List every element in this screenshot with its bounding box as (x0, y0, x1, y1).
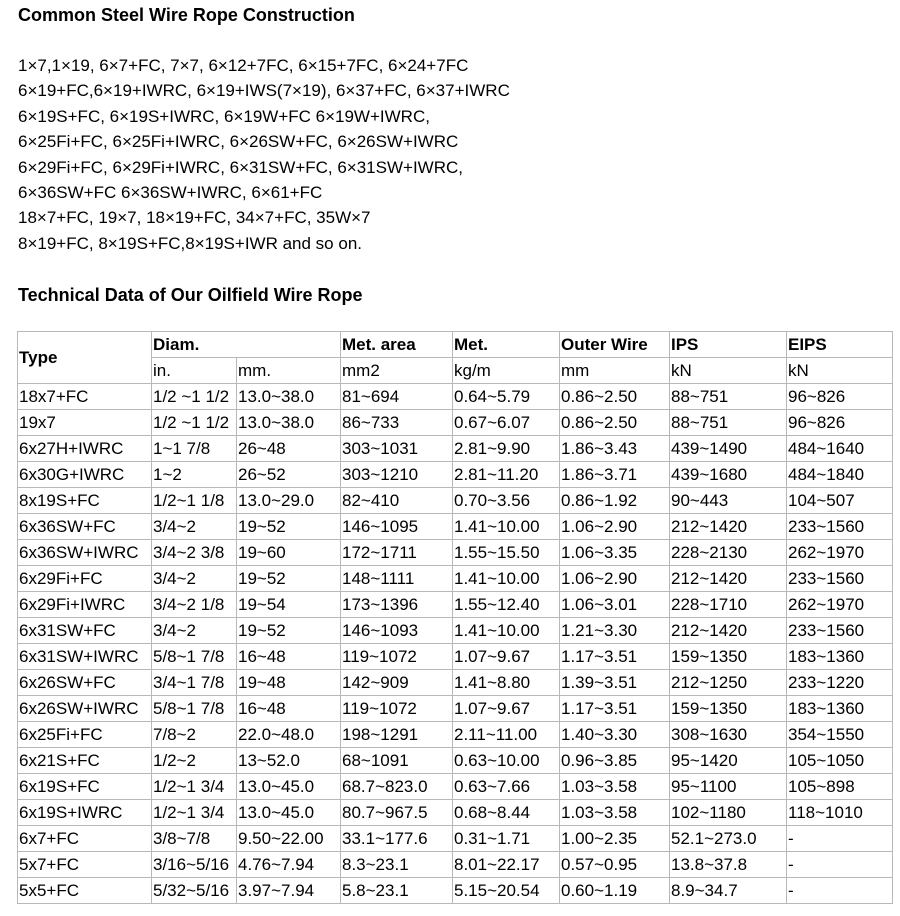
rope-type-cell: 6x36SW+FC (18, 514, 152, 540)
table-cell: 233~1560 (787, 566, 893, 592)
table-cell: 3.97~7.94 (237, 878, 341, 904)
table-cell: 3/8~7/8 (152, 826, 237, 852)
table-cell: 0.31~1.71 (453, 826, 560, 852)
table-cell: 0.63~7.66 (453, 774, 560, 800)
table-row (18, 592, 893, 618)
table-cell: 1/2~2 (152, 748, 237, 774)
table-cell: 3/4~2 1/8 (152, 592, 237, 618)
table-cell: 68.7~823.0 (341, 774, 453, 800)
table-row (18, 514, 893, 540)
table-cell: 183~1360 (787, 696, 893, 722)
table-cell: 1.07~9.67 (453, 696, 560, 722)
table-cell: 13.0~38.0 (237, 384, 341, 410)
table-cell: 1~1 7/8 (152, 436, 237, 462)
table-cell: 81~694 (341, 384, 453, 410)
table-cell: 68~1091 (341, 748, 453, 774)
rope-type-cell: 6x19S+FC (18, 774, 152, 800)
table-cell: 13.0~45.0 (237, 800, 341, 826)
construction-line: 6×19S+FC, 6×19S+IWRC, 6×19W+FC 6×19W+IWRC, (18, 106, 430, 126)
table-cell: 19~52 (237, 618, 341, 644)
table-cell: 354~1550 (787, 722, 893, 748)
table-cell: 105~1050 (787, 748, 893, 774)
table-row (18, 540, 893, 566)
rope-type-cell: 8x19S+FC (18, 488, 152, 514)
table-cell: 118~1010 (787, 800, 893, 826)
table-cell: 13~52.0 (237, 748, 341, 774)
header-met: Met. (453, 332, 560, 358)
table-cell: 159~1350 (670, 696, 787, 722)
table-cell: 1/2 ~1 1/2 (152, 384, 237, 410)
table-cell: 1.40~3.30 (560, 722, 670, 748)
table-row (18, 670, 893, 696)
table-cell: - (787, 826, 893, 852)
table-cell: 262~1970 (787, 592, 893, 618)
table-cell: 198~1291 (341, 722, 453, 748)
table-cell: 159~1350 (670, 644, 787, 670)
table-cell: 1.03~3.58 (560, 800, 670, 826)
table-cell: 308~1630 (670, 722, 787, 748)
table-row (18, 878, 893, 904)
table-cell: 13.0~38.0 (237, 410, 341, 436)
table-row (18, 566, 893, 592)
table-cell: 8.01~22.17 (453, 852, 560, 878)
construction-line: 6×29Fi+FC, 6×29Fi+IWRC, 6×31SW+FC, 6×31SW+IWRC, (18, 157, 463, 177)
header-type: Type (18, 332, 152, 384)
table-cell: 3/4~2 (152, 618, 237, 644)
table-cell: 1.17~3.51 (560, 644, 670, 670)
table-cell: 148~1111 (341, 566, 453, 592)
table-row (18, 410, 893, 436)
table-cell: 26~52 (237, 462, 341, 488)
table-cell: 1.00~2.35 (560, 826, 670, 852)
table-cell: 1.39~3.51 (560, 670, 670, 696)
table-row (18, 748, 893, 774)
table-cell: 3/4~2 (152, 566, 237, 592)
table-cell: 1/2 ~1 1/2 (152, 410, 237, 436)
table-cell: 88~751 (670, 410, 787, 436)
rope-type-cell: 6x25Fi+FC (18, 722, 152, 748)
table-cell: 82~410 (341, 488, 453, 514)
table-cell: 5.8~23.1 (341, 878, 453, 904)
table-cell: 146~1093 (341, 618, 453, 644)
construction-heading: Common Steel Wire Rope Construction (18, 5, 355, 25)
table-cell: 172~1711 (341, 540, 453, 566)
table-cell: 105~898 (787, 774, 893, 800)
table-row (18, 384, 893, 410)
technical-data-heading: Technical Data of Our Oilfield Wire Rope (18, 285, 363, 305)
table-cell: 96~826 (787, 410, 893, 436)
table-cell: 484~1640 (787, 436, 893, 462)
table-cell: 233~1560 (787, 514, 893, 540)
table-cell: 95~1420 (670, 748, 787, 774)
table-cell: 1.06~2.90 (560, 566, 670, 592)
table-cell: 1.41~10.00 (453, 618, 560, 644)
table-cell: 13.0~45.0 (237, 774, 341, 800)
table-cell: 19~52 (237, 514, 341, 540)
table-cell: 88~751 (670, 384, 787, 410)
table-cell: 146~1095 (341, 514, 453, 540)
table-header-row (18, 332, 893, 358)
table-cell: 212~1250 (670, 670, 787, 696)
table-cell: 1.03~3.58 (560, 774, 670, 800)
table-cell: 1.21~3.30 (560, 618, 670, 644)
unit-cell: mm. (237, 358, 341, 384)
table-cell: - (787, 852, 893, 878)
table-cell: 19~60 (237, 540, 341, 566)
rope-type-cell: 6x31SW+FC (18, 618, 152, 644)
table-cell: 13.0~29.0 (237, 488, 341, 514)
table-cell: 142~909 (341, 670, 453, 696)
table-cell: 303~1210 (341, 462, 453, 488)
table-cell: 173~1396 (341, 592, 453, 618)
table-cell: 96~826 (787, 384, 893, 410)
table-cell: 2.11~11.00 (453, 722, 560, 748)
table-cell: 233~1560 (787, 618, 893, 644)
header-met-area: Met. area (341, 332, 453, 358)
table-cell: 1.86~3.71 (560, 462, 670, 488)
table-cell: 3/4~1 7/8 (152, 670, 237, 696)
table-row (18, 800, 893, 826)
table-row (18, 774, 893, 800)
table-cell: 1/2~1 3/4 (152, 800, 237, 826)
table-cell: 1.06~2.90 (560, 514, 670, 540)
table-cell: 5/8~1 7/8 (152, 644, 237, 670)
construction-line: 8×19+FC, 8×19S+FC,8×19S+IWR and so on. (18, 233, 362, 253)
table-cell: 212~1420 (670, 566, 787, 592)
construction-line: 1×7,1×19, 6×7+FC, 7×7, 6×12+7FC, 6×15+7FC, 6×24+7FC (18, 56, 469, 75)
table-cell: 0.67~6.07 (453, 410, 560, 436)
table-cell: 212~1420 (670, 514, 787, 540)
table-cell: 1.41~10.00 (453, 514, 560, 540)
table-row (18, 696, 893, 722)
table-cell: 1.06~3.01 (560, 592, 670, 618)
rope-type-cell: 5x5+FC (18, 878, 152, 904)
rope-type-cell: 18x7+FC (18, 384, 152, 410)
table-cell: 102~1180 (670, 800, 787, 826)
rope-type-cell: 6x19S+IWRC (18, 800, 152, 826)
table-row (18, 644, 893, 670)
rope-type-cell: 6x27H+IWRC (18, 436, 152, 462)
table-cell: 5/32~5/16 (152, 878, 237, 904)
table-cell: 1.86~3.43 (560, 436, 670, 462)
table-cell: 0.86~2.50 (560, 384, 670, 410)
table-cell: 1.41~10.00 (453, 566, 560, 592)
table-cell: 3/4~2 (152, 514, 237, 540)
rope-type-cell: 6x30G+IWRC (18, 462, 152, 488)
table-cell: 119~1072 (341, 644, 453, 670)
table-cell: 1.55~12.40 (453, 592, 560, 618)
unit-cell: in. (152, 358, 237, 384)
table-cell: 5.15~20.54 (453, 878, 560, 904)
unit-cell: kg/m (453, 358, 560, 384)
unit-cell: mm2 (341, 358, 453, 384)
header-diam: Diam. (152, 332, 341, 358)
table-cell: 26~48 (237, 436, 341, 462)
table-cell: 33.1~177.6 (341, 826, 453, 852)
table-cell: 233~1220 (787, 670, 893, 696)
header-outer-wire: Outer Wire (560, 332, 670, 358)
table-cell: 22.0~48.0 (237, 722, 341, 748)
table-cell: 0.70~3.56 (453, 488, 560, 514)
rope-type-cell: 6x26SW+IWRC (18, 696, 152, 722)
table-cell: 16~48 (237, 644, 341, 670)
table-cell: 1/2~1 3/4 (152, 774, 237, 800)
table-cell: 90~443 (670, 488, 787, 514)
table-cell: 80.7~967.5 (341, 800, 453, 826)
rope-type-cell: 6x29Fi+IWRC (18, 592, 152, 618)
table-cell: 86~733 (341, 410, 453, 436)
unit-cell: kN (787, 358, 893, 384)
table-cell: 3/4~2 3/8 (152, 540, 237, 566)
table-cell: - (787, 878, 893, 904)
construction-list (18, 53, 510, 256)
construction-line: 18×7+FC, 19×7, 18×19+FC, 34×7+FC, 35W×7 (18, 208, 371, 228)
rope-type-cell: 6x36SW+IWRC (18, 540, 152, 566)
unit-cell: mm (560, 358, 670, 384)
rope-type-cell: 6x31SW+IWRC (18, 644, 152, 670)
table-row (18, 618, 893, 644)
table-cell: 3/16~5/16 (152, 852, 237, 878)
table-cell: 52.1~273.0 (670, 826, 787, 852)
table-cell: 1.17~3.51 (560, 696, 670, 722)
table-cell: 228~1710 (670, 592, 787, 618)
construction-line: 6×25Fi+FC, 6×25Fi+IWRC, 6×26SW+FC, 6×26SW+IWRC (18, 132, 459, 152)
rope-type-cell: 6x21S+FC (18, 748, 152, 774)
table-cell: 8.9~34.7 (670, 878, 787, 904)
header-ips: IPS (670, 332, 787, 358)
rope-type-cell: 6x7+FC (18, 826, 152, 852)
table-cell: 0.68~8.44 (453, 800, 560, 826)
table-cell: 439~1680 (670, 462, 787, 488)
rope-type-cell: 19x7 (18, 410, 152, 436)
table-row (18, 436, 893, 462)
table-cell: 95~1100 (670, 774, 787, 800)
table-cell: 4.76~7.94 (237, 852, 341, 878)
table-cell: 2.81~11.20 (453, 462, 560, 488)
table-cell: 9.50~22.00 (237, 826, 341, 852)
table-cell: 0.60~1.19 (560, 878, 670, 904)
table-cell: 1~2 (152, 462, 237, 488)
table-cell: 104~507 (787, 488, 893, 514)
table-row (18, 722, 893, 748)
table-cell: 0.64~5.79 (453, 384, 560, 410)
table-cell: 16~48 (237, 696, 341, 722)
table-cell: 1.55~15.50 (453, 540, 560, 566)
table-cell: 119~1072 (341, 696, 453, 722)
rope-type-cell: 6x29Fi+FC (18, 566, 152, 592)
table-cell: 7/8~2 (152, 722, 237, 748)
table-cell: 2.81~9.90 (453, 436, 560, 462)
construction-line: 6×19+FC,6×19+IWRC, 6×19+IWS(7×19), 6×37+FC, 6×37+IWRC (18, 81, 510, 101)
table-row (18, 462, 893, 488)
table-row (18, 826, 893, 852)
table-cell: 1.41~8.80 (453, 670, 560, 696)
table-cell: 5/8~1 7/8 (152, 696, 237, 722)
table-cell: 0.57~0.95 (560, 852, 670, 878)
table-cell: 19~48 (237, 670, 341, 696)
table-cell: 1/2~1 1/8 (152, 488, 237, 514)
construction-line: 6×36SW+FC 6×36SW+IWRC, 6×61+FC (18, 183, 323, 203)
unit-cell: kN (670, 358, 787, 384)
table-cell: 0.63~10.00 (453, 748, 560, 774)
table-cell: 439~1490 (670, 436, 787, 462)
table-cell: 0.96~3.85 (560, 748, 670, 774)
table-cell: 212~1420 (670, 618, 787, 644)
header-eips: EIPS (787, 332, 893, 358)
table-body (18, 384, 893, 904)
rope-type-cell: 6x26SW+FC (18, 670, 152, 696)
table-cell: 183~1360 (787, 644, 893, 670)
table-cell: 1.06~3.35 (560, 540, 670, 566)
table-cell: 13.8~37.8 (670, 852, 787, 878)
rope-type-cell: 5x7+FC (18, 852, 152, 878)
table-cell: 1.07~9.67 (453, 644, 560, 670)
table-cell: 19~52 (237, 566, 341, 592)
table-row (18, 852, 893, 878)
table-cell: 484~1840 (787, 462, 893, 488)
table-cell: 8.3~23.1 (341, 852, 453, 878)
technical-data-table (17, 331, 893, 904)
table-cell: 0.86~2.50 (560, 410, 670, 436)
table-cell: 228~2130 (670, 540, 787, 566)
table-cell: 262~1970 (787, 540, 893, 566)
table-cell: 303~1031 (341, 436, 453, 462)
table-cell: 0.86~1.92 (560, 488, 670, 514)
table-cell: 19~54 (237, 592, 341, 618)
table-row (18, 488, 893, 514)
